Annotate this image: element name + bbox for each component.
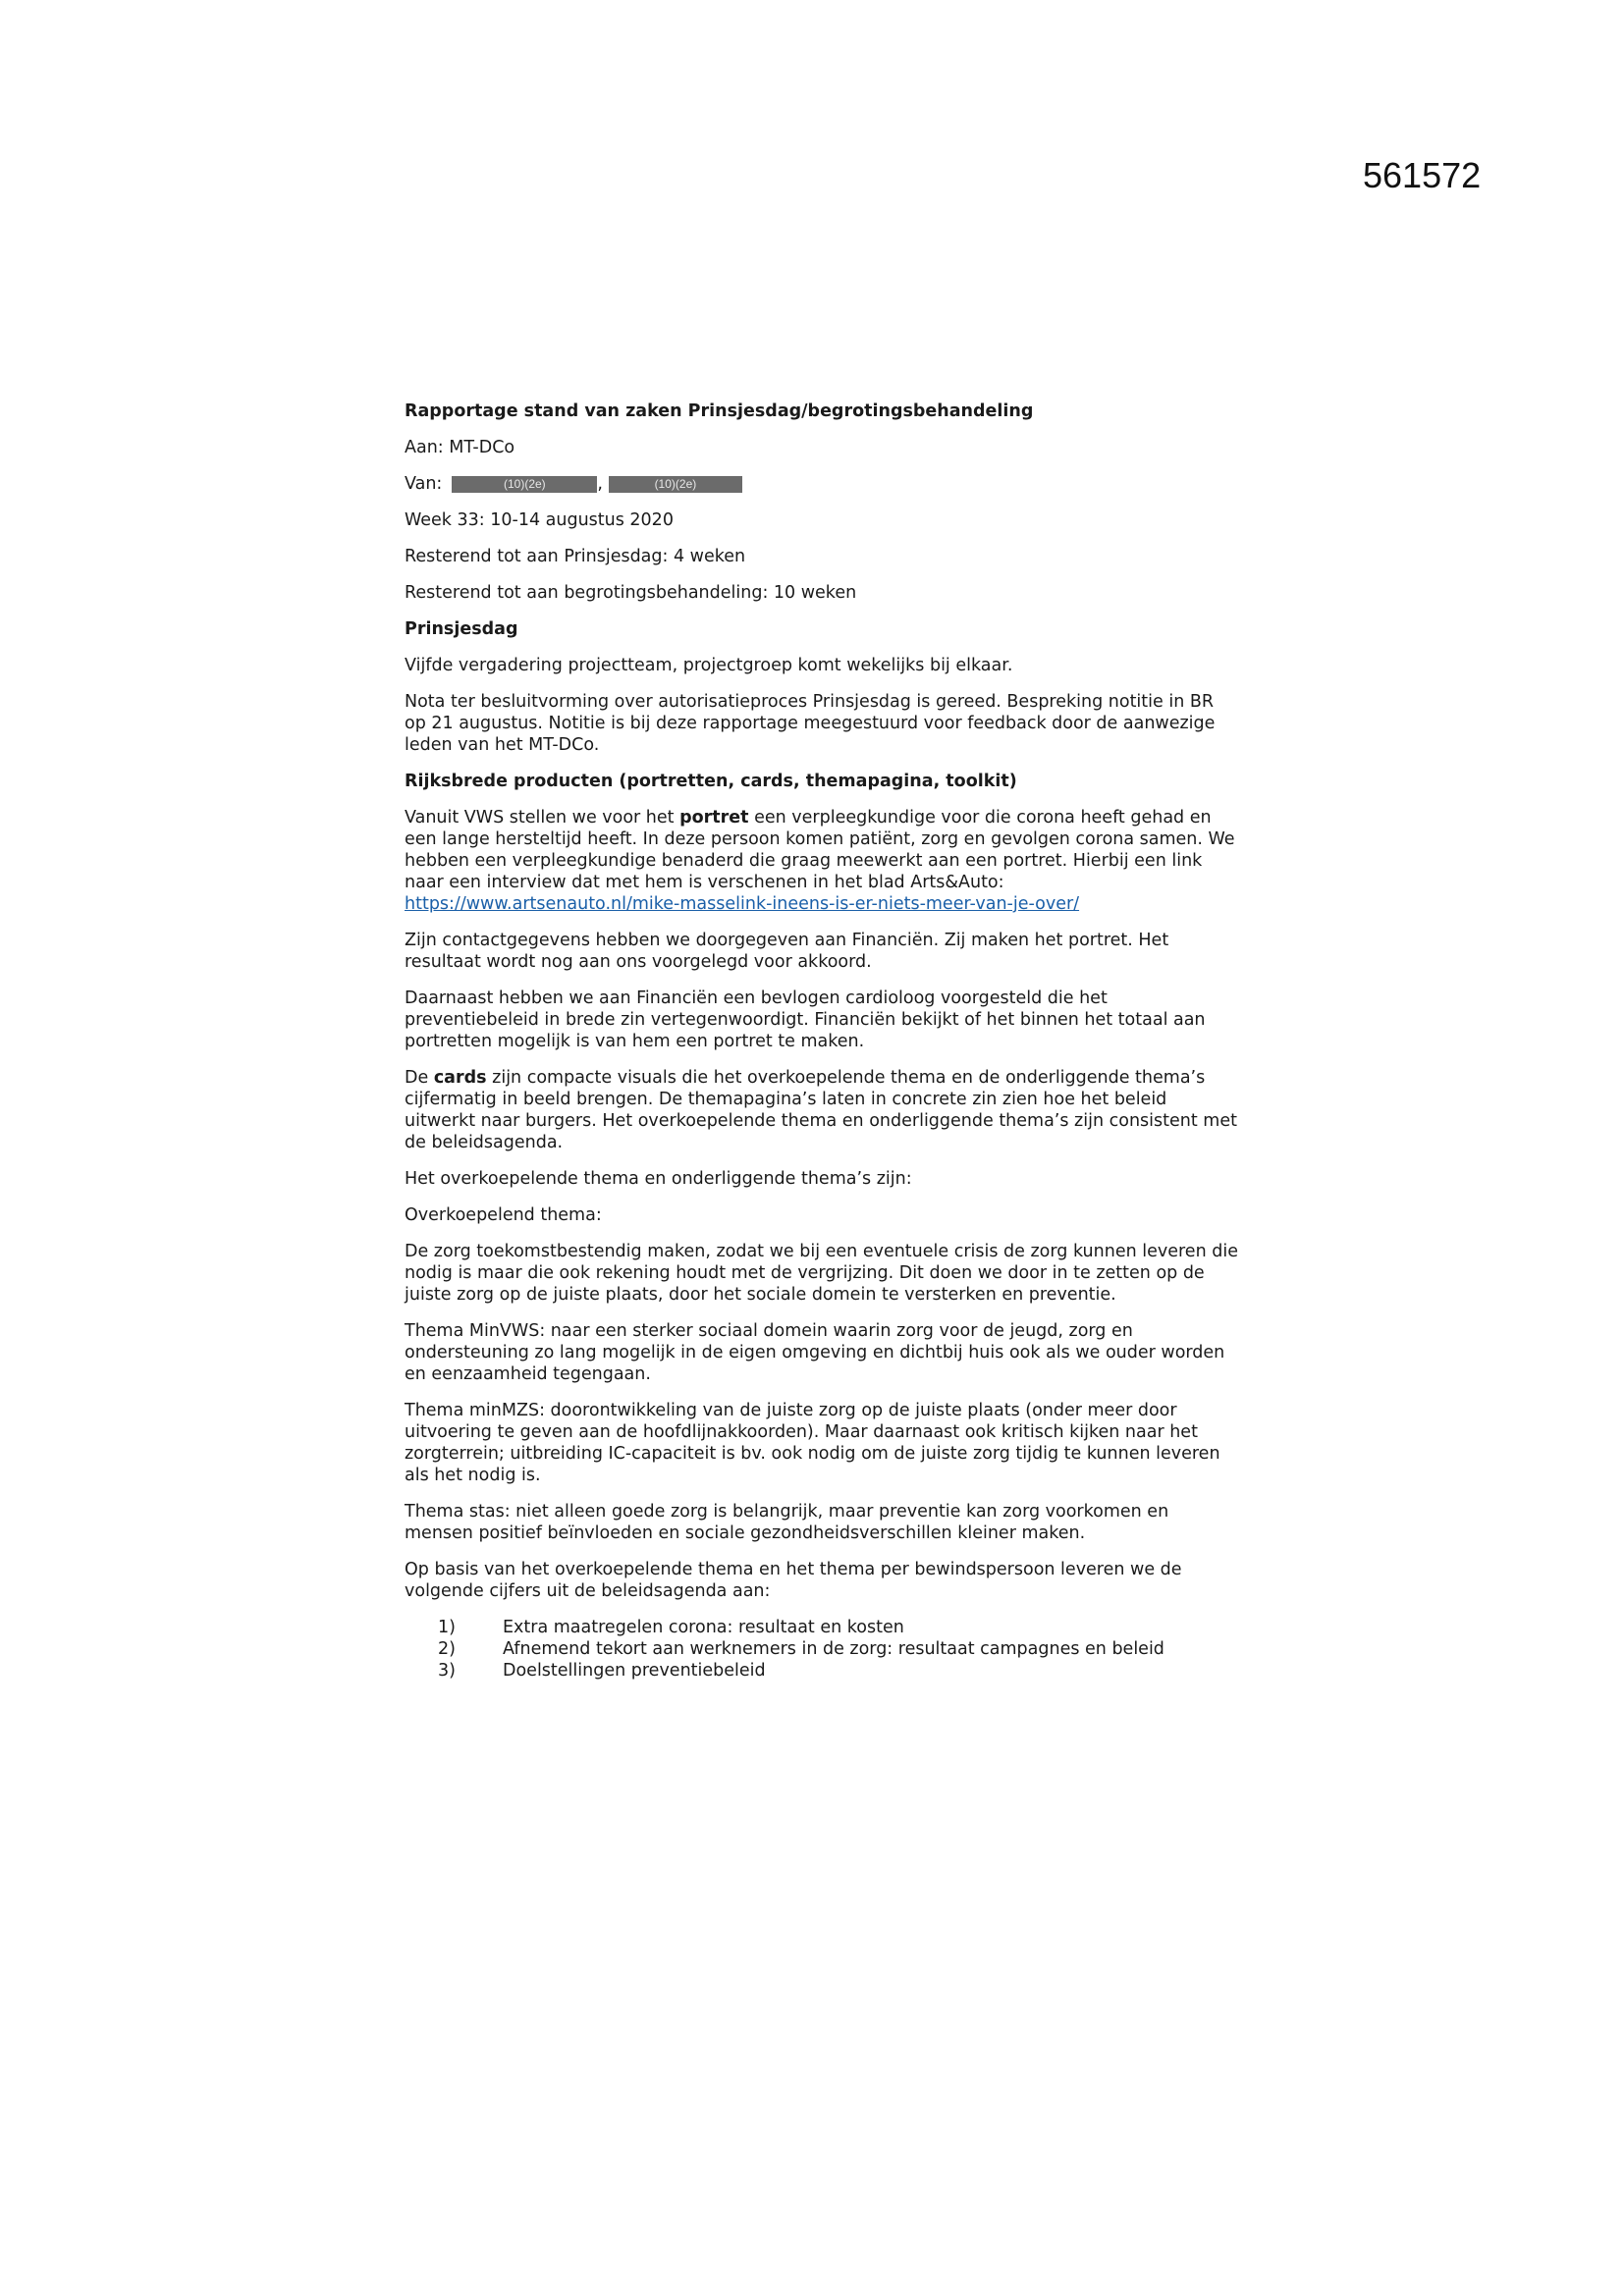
sender-line: [405, 473, 1239, 495]
paragraph: Thema stas: niet alleen goede zorg is belangrijk, maar preventie kan zorg voorkomen en mensen positief beïnvloeden en sociale gezondheidsverschillen kleiner maken.: [405, 1502, 1169, 1543]
list-text: Afnemend tekort aan werknemers in de zorg: resultaat campagnes en beleid: [503, 1639, 1164, 1659]
redaction-box: (10)(2e): [609, 476, 742, 493]
document-number: 561572: [1363, 155, 1482, 195]
paragraph: Thema MinVWS: naar een sterker sociaal domein waarin zorg voor de jeugd, zorg en ondersteuning zo lang mogelijk in de eigen omgeving en dichtbij huis ook als we ouder worden en eenzaamheid tegengaan.: [405, 1321, 1225, 1384]
redaction-box: (10)(2e): [452, 476, 597, 493]
list-number: 2): [438, 1639, 456, 1659]
bold-term: cards: [433, 1068, 487, 1088]
list-item: [405, 1660, 1239, 1682]
sender-label: Van:: [405, 474, 443, 494]
week-line: Week 33: 10-14 augustus 2020: [405, 510, 674, 530]
redaction-separator: ,: [597, 474, 603, 494]
list-item: [405, 1617, 1239, 1638]
text-run: De: [405, 1068, 434, 1088]
interview-link[interactable]: https://www.artsenauto.nl/mike-masselink-ineens-is-er-niets-meer-van-je-over/: [405, 894, 1080, 914]
document-body: [405, 400, 1239, 1682]
text-run: zijn compacte visuals die het overkoepelende thema en de onderliggende thema’s cijfermatig in beeld brengen. De themapagina’s laten in concrete zin zien hoe het beleid uitwerkt naar burgers. Het overkoepelende thema en onderliggende thema’s zijn consistent met de beleidsagenda.: [405, 1068, 1237, 1152]
bold-term: portret: [679, 808, 749, 828]
paragraph: Op basis van het overkoepelende thema en het thema per bewindspersoon leveren we de volgende cijfers uit de beleidsagenda aan:: [405, 1560, 1182, 1601]
remaining-budget-debate: Resterend tot aan begrotingsbehandeling: 10 weken: [405, 583, 857, 603]
section-heading-rijksbrede-producten: Rijksbrede producten (portretten, cards, themapagina, toolkit): [405, 772, 1017, 791]
numbered-list: [405, 1617, 1239, 1682]
paragraph: Zijn contactgegevens hebben we doorgegeven aan Financiën. Zij maken het portret. Het resultaat wordt nog aan ons voorgelegd voor akkoord.: [405, 931, 1169, 972]
paragraph-cards: [405, 1067, 1239, 1153]
paragraph: Thema minMZS: doorontwikkeling van de juiste zorg op de juiste plaats (onder meer door uitvoering te geven aan de hoofdlijnakkoorden). Maar daarnaast ook kritisch kijken naar het zorgterrein; uitbreiding IC-capaciteit is bv. ook nodig om de juiste zorg tijdig te kunnen leveren als het nodig is.: [405, 1401, 1220, 1485]
paragraph: Het overkoepelende thema en onderliggende thema’s zijn:: [405, 1169, 912, 1189]
remaining-prinsjesdag: Resterend tot aan Prinsjesdag: 4 weken: [405, 547, 746, 566]
paragraph: Nota ter besluitvorming over autorisatieproces Prinsjesdag is gereed. Bespreking notitie in BR op 21 augustus. Notitie is bij deze rapportage meegestuurd voor feedback door de aanwezige leden van het MT-DCo.: [405, 692, 1216, 755]
list-text: Extra maatregelen corona: resultaat en kosten: [503, 1618, 904, 1637]
paragraph: Vijfde vergadering projectteam, projectgroep komt wekelijks bij elkaar.: [405, 656, 1013, 675]
list-number: 1): [438, 1618, 456, 1637]
recipient-line: Aan: MT-DCo: [405, 438, 515, 457]
paragraph: Overkoepelend thema:: [405, 1205, 602, 1225]
paragraph: De zorg toekomstbestendig maken, zodat we bij een eventuele crisis de zorg kunnen leveren die nodig is maar die ook rekening houdt met de vergrijzing. Dit doen we door in te zetten op de juiste zorg op de juiste plaats, door het sociale domein te versterken en preventie.: [405, 1242, 1238, 1305]
list-text: Doelstellingen preventiebeleid: [503, 1661, 766, 1681]
text-run: een verpleegkundige voor die corona heeft gehad en een lange hersteltijd heeft. In deze persoon komen patiënt, zorg en gevolgen corona samen. We hebben een verpleegkundige benaderd die graag meewerkt aan een portret. Hierbij een link naar een interview dat met hem is verschenen in het blad Arts&Auto:: [405, 808, 1235, 892]
section-heading-prinsjesdag: Prinsjesdag: [405, 619, 518, 639]
paragraph-portret: [405, 807, 1239, 915]
paragraph: Daarnaast hebben we aan Financiën een bevlogen cardioloog voorgesteld die het preventiebeleid in brede zin vertegenwoordigt. Financiën bekijkt of het binnen het totaal aan portretten mogelijk is van hem een portret te maken.: [405, 988, 1206, 1051]
list-number: 3): [438, 1661, 456, 1681]
text-run: Vanuit VWS stellen we voor het: [405, 808, 680, 828]
list-item: [405, 1638, 1239, 1660]
document-title: Rapportage stand van zaken Prinsjesdag/begrotingsbehandeling: [405, 401, 1034, 421]
